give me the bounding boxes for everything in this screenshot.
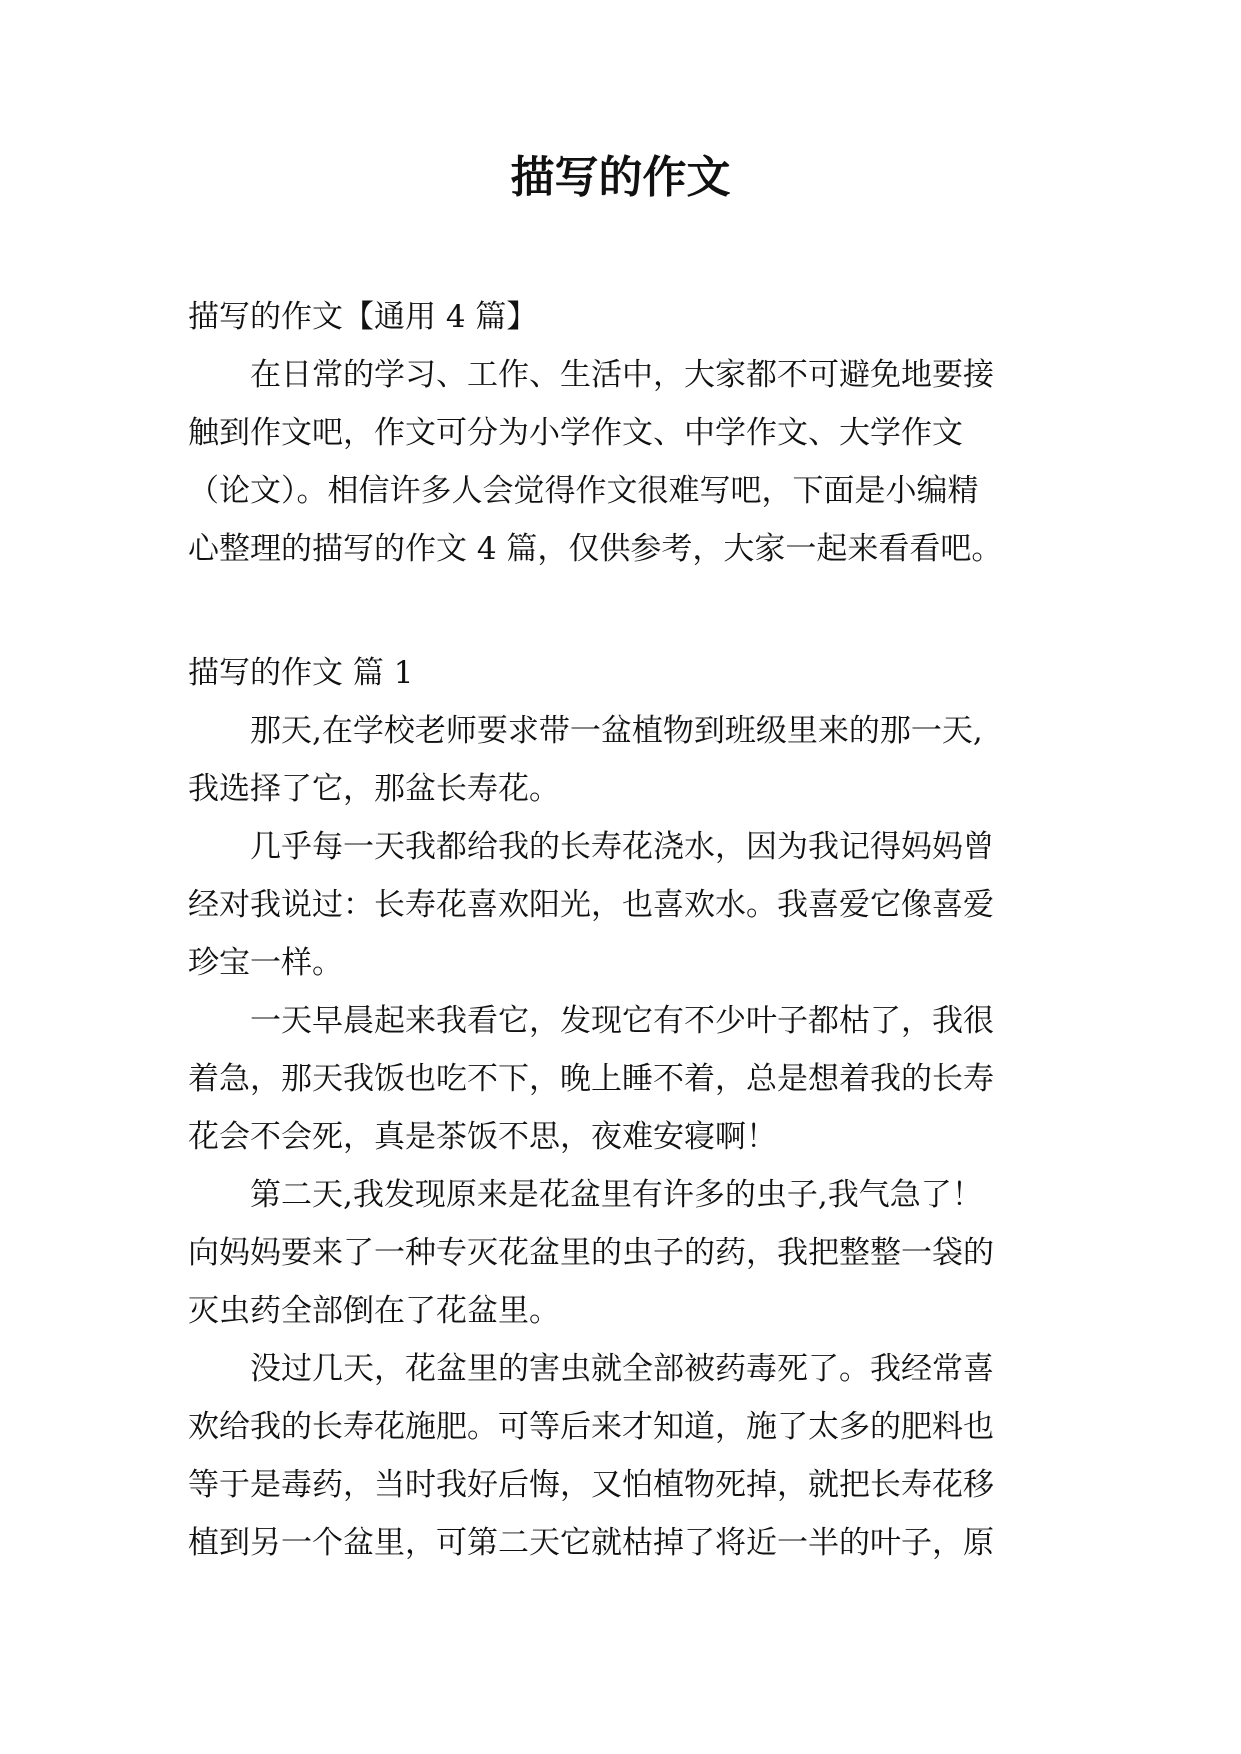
body-line: 没过几天，花盆里的害虫就全部被药毒死了。我经常喜	[188, 1351, 994, 1387]
essay-heading: 描写的作文 篇 1	[188, 655, 414, 691]
body-line: 第二天,我发现原来是花盆里有许多的虫子,我气急了！	[188, 1177, 983, 1213]
intro-line: 在日常的学习、工作、生活中，大家都不可避免地要接	[188, 357, 994, 393]
body-line: 几乎每一天我都给我的长寿花浇水，因为我记得妈妈曾	[188, 829, 994, 865]
body-line: 植到另一个盆里，可第二天它就枯掉了将近一半的叶子，原	[188, 1525, 994, 1561]
section-spacer	[188, 578, 1058, 644]
body-line: 向妈妈要来了一种专灭花盆里的虫子的药，我把整整一袋的	[188, 1235, 994, 1271]
body-line: 一天早晨起来我看它，发现它有不少叶子都枯了，我很	[188, 1003, 994, 1039]
body-line: 欢给我的长寿花施肥。可等后来才知道，施了太多的肥料也	[188, 1409, 994, 1445]
intro-line: （论文）。相信许多人会觉得作文很难写吧，下面是小编精	[188, 473, 979, 509]
section-heading: 描写的作文【通用 4 篇】	[188, 299, 538, 335]
body-line: 珍宝一样。	[188, 945, 343, 981]
body-line: 经对我说过：长寿花喜欢阳光，也喜欢水。我喜爱它像喜爱	[188, 887, 994, 923]
body-line: 着急，那天我饭也吃不下，晚上睡不着，总是想着我的长寿	[188, 1061, 994, 1097]
document-title: 描写的作文	[510, 152, 731, 203]
body-line: 等于是毒药，当时我好后悔，又怕植物死掉，就把长寿花移	[188, 1467, 994, 1503]
intro-line: 心整理的描写的作文 4 篇，仅供参考，大家一起来看看吧。	[188, 531, 1003, 567]
document-body	[188, 288, 1058, 1572]
body-line: 我选择了它，那盆长寿花。	[188, 771, 560, 807]
body-line: 那天,在学校老师要求带一盆植物到班级里来的那一天,	[188, 713, 983, 749]
intro-line: 触到作文吧，作文可分为小学作文、中学作文、大学作文	[188, 415, 963, 451]
body-line: 灭虫药全部倒在了花盆里。	[188, 1293, 560, 1329]
body-line: 花会不会死，真是茶饭不思，夜难安寝啊！	[188, 1119, 777, 1155]
